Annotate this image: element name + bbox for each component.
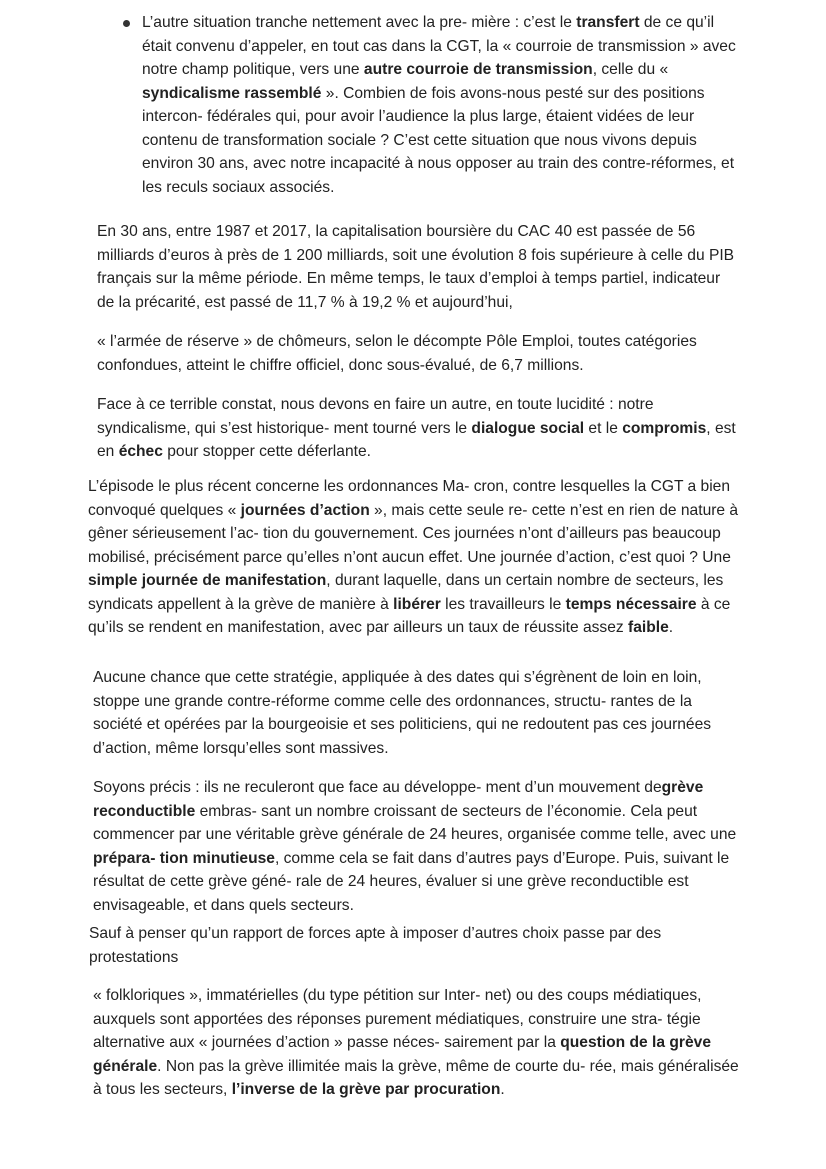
bullet-paragraph: L’autre situation tranche nettement avec la pre- mière : c’est le transfert de ce qu’il était convenu d’appeler, en tout cas dans la CGT, la « courroie de transmission » avec notre champ politique, vers une autre courroie de transmission, celle du « syndicalisme rassemblé ». Combien de fois avons-nous pesté sur des positions intercon- fédérales qui, pour avoir l’audience la plus large, étaient vidées de leur contenu de transformation sociale ? C’est cette situation que nous vivons depuis environ 30 ans, avec notre incapacité à nous opposer au train des contre-réformes, et les reculs sociaux associés. (142, 14, 736, 196)
paragraph-strategie: Aucune chance que cette stratégie, appliquée à des dates qui s’égrènent de loin en loin, stoppe une grande contre-réforme comme celle des ordonnances, structu- rantes de la société et opérées par la bourgeoisie et ses politiciens, qui ne redoutent pas ces journées d’action, même lorsqu’elles sont massives. (93, 669, 712, 757)
bullet-dot (123, 20, 130, 27)
paragraph-rapport-forces: Sauf à penser qu’un rapport de forces apte à imposer d’autres choix passe par des protestations (89, 925, 662, 966)
paragraph-reserve-army: « l’armée de réserve » de chômeurs, selon le décompte Pôle Emploi, toutes catégories confondues, atteint le chiffre officiel, donc sous-évalué, de 6,7 millions. (97, 333, 697, 374)
paragraph-cac40: En 30 ans, entre 1987 et 2017, la capitalisation boursière du CAC 40 est passée de 56 milliards d’euros à près de 1 200 milliards, soit une évolution 8 fois supérieure à celle du PIB français sur la même période. En même temps, le taux d’emploi à temps partiel, indicateur de la précarité, est passé de 11,7 % à 19,2 % et aujourd’hui, (97, 223, 735, 311)
paragraph-greve-generale: « folkloriques », immatérielles (du type pétition sur Inter- net) ou des coups médiatiques, auxquels sont apportées des réponses purement médiatiques, construire une stra- tégie alternative aux « journées d’action » passe néces- sairement par la question de la grève générale. Non pas la grève illimitée mais la grève, même de courte du- rée, mais généralisée à tous les secteurs, l’inverse de la grève par procuration. (93, 987, 739, 1098)
paragraph-ordonnances: L’épisode le plus récent concerne les ordonnances Ma- cron, contre lesquelles la CGT a bien convoqué quelques « journées d’action », mais cette seule re- cette n’est en rien de nature à gêner sérieusement l’ac- tion du gouvernement. Ces journées n’ont d’ailleurs pas beaucoup mobilisé, précisément parce qu’elles n’ont aucun effet. Une journée d’action, c’est quoi ? Une simple journée de manifestation, durant laquelle, dans un certain nombre de secteurs, les syndicats appellent à la grève de manière à libérer les travailleurs le temps nécessaire à ce qu’ils se rendent en manifestation, avec par ailleurs un taux de réussite assez faible. (88, 478, 739, 636)
paragraph-greve-reconductible: Soyons précis : ils ne reculeront que face au développe- ment d’un mouvement degrève reconductible embras- sant un nombre croissant de secteurs de l’économie. Cela peut commencer par une véritable grève générale de 24 heures, organisée comme telle, avec une prépara- tion minutieuse, comme cela se fait dans d’autres pays d’Europe. Puis, suivant le résultat de cette grève géné- rale de 24 heures, évaluer si une grève reconductible est envisageable, et dans quels secteurs. (93, 779, 737, 914)
paragraph-constat: Face à ce terrible constat, nous devons en faire un autre, en toute lucidité : notre syndicalisme, qui s’est historique- ment tourné vers le dialogue social et le compromis, est en échec pour stopper cette déferlante. (97, 396, 736, 460)
